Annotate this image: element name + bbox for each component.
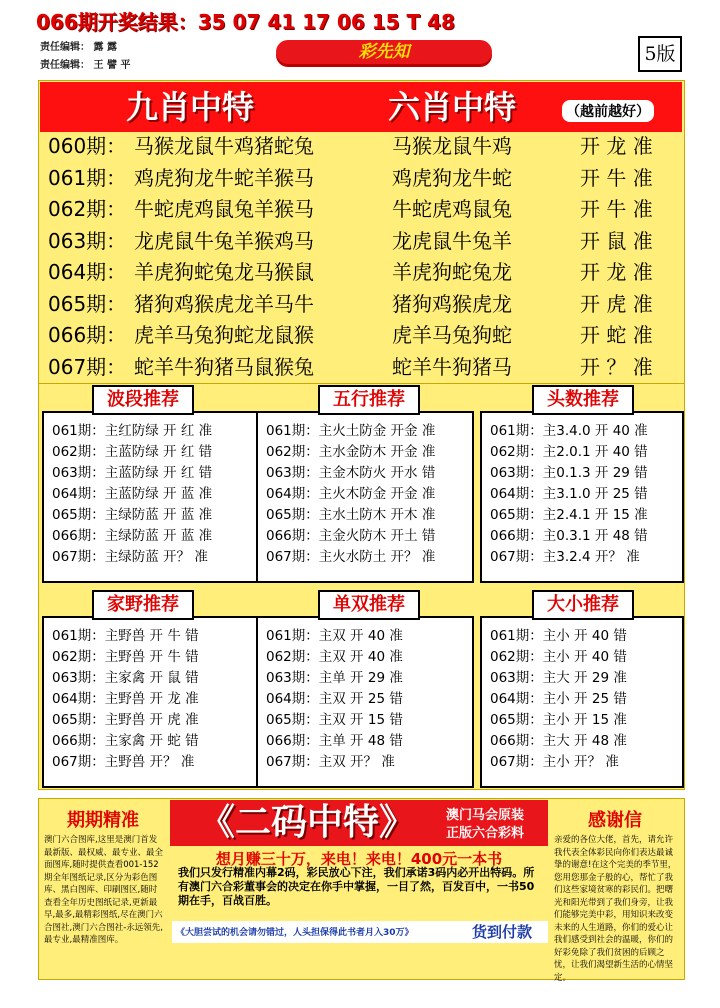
recommend-line: 063期：主0.1.3 开 29 错 <box>490 465 648 481</box>
zodiac-row-period: 060期： <box>48 134 127 158</box>
recommend-line: 064期：主双 开 25 错 <box>266 691 403 707</box>
zodiac-row-six: 猪狗鸡猴虎龙 <box>392 291 512 316</box>
recommend-line: 066期：主绿防蓝 开 蓝 准 <box>52 528 213 544</box>
recommend-line: 067期：主绿防蓝 开？ 准 <box>52 549 208 565</box>
zodiac-row-six: 虎羊马兔狗蛇 <box>392 323 512 347</box>
recommend-line: 065期：主2.4.1 开 15 准 <box>490 507 648 523</box>
recommend-line: 062期：主蓝防绿 开 红 错 <box>52 444 213 460</box>
recommend-line: 063期：主蓝防绿 开 红 错 <box>52 465 213 481</box>
recommend-line: 067期：主野兽 开？ 准 <box>52 754 195 770</box>
zodiac-row-six: 鸡虎狗龙牛蛇 <box>392 165 512 190</box>
recommend-line: 061期：主火土防金 开金 准 <box>266 423 436 439</box>
zodiac-row-period: 065期： <box>48 291 127 316</box>
recommend-line: 062期：主双 开 40 准 <box>266 649 403 665</box>
recommend-line: 066期：主0.3.1 开 48 错 <box>490 528 648 544</box>
recommend-line: 063期：主单 开 29 准 <box>266 670 403 686</box>
zodiac-row-result: 开 龙 准 <box>580 134 653 158</box>
zodiac-row-nine: 牛蛇虎鸡鼠兔羊猴马 <box>134 197 314 221</box>
zodiac-row-nine: 蛇羊牛狗猪马鼠猴兔 <box>134 354 314 379</box>
ad-main-title: 《二码中特》 <box>198 802 415 843</box>
recommend-line: 061期：主红防绿 开 红 准 <box>52 423 213 439</box>
recommend-box-title: 波段推荐 <box>92 385 194 415</box>
ad-side-line-2: 正版六合彩料 <box>446 826 525 841</box>
thanks-letter-title: 感谢信 <box>588 810 642 831</box>
recommend-line: 064期：主火木防金 开金 准 <box>266 486 436 502</box>
recommend-line: 067期：主火水防土 开？ 准 <box>266 549 436 565</box>
ad-footer-text: 《大胆尝试的机会请勿错过，人头担保得此书者月入30万》 <box>176 928 414 938</box>
recommend-line: 063期：主大 开 29 准 <box>490 670 627 686</box>
ad-left-text: 澳门六合图库,这里是澳门首发最新版、最权威、最专业、最全面图库,随时提供查看001-152期全年图纸记录,区分为彩色图库、黑白图库、印刷图区,随时查看全年历史图纸记录,更新最早,最多,最精彩图纸,尽在澳门六合图社,澳门六合图社-永远领先,最专业,最精准图库。 <box>44 835 164 945</box>
zodiac-row-result: 开 牛 准 <box>580 165 653 190</box>
recommend-line: 062期：主野兽 开 牛 错 <box>52 649 199 665</box>
recommend-line: 063期：主家禽 开 鼠 错 <box>52 670 199 686</box>
recommend-box-title: 五行推荐 <box>318 385 420 415</box>
recommend-line: 066期：主金火防木 开土 错 <box>266 528 436 544</box>
zodiac-row-result: 开 ？ 准 <box>580 354 653 379</box>
zodiac-row-result: 开 龙 准 <box>580 260 653 284</box>
subtitle-note: （越前越好） <box>562 100 654 122</box>
recommend-line: 064期：主野兽 开 龙 准 <box>52 691 199 707</box>
recommend-line: 065期：主水土防木 开木 准 <box>266 507 436 523</box>
recommend-line: 067期：主双 开？ 准 <box>266 754 395 770</box>
recommend-line: 064期：主小 开 25 错 <box>490 691 627 707</box>
thanks-letter-text: 亲爱的各位大佬，首先，请允许我代表全体彩民向你们表达最诚挚的谢意!在这个完美的季节里，您用您那金子般的心，帮忙了我们这些家境贫寒的彩民们。把曙光和阳光带到了我们身旁，让我们能够完美中彩，用知识来改变未来的人生道路，你们的爱心让我们感受到社会的温暖，你们的好彩免除了我们贫困的后顾之忧，让我们渴望新生活的心情坚定。 <box>554 835 677 983</box>
zodiac-row-period: 067期： <box>48 354 127 379</box>
zodiac-row-period: 063期： <box>48 228 127 253</box>
zodiac-row-result: 开 虎 准 <box>580 291 653 316</box>
recommend-line: 065期：主绿防蓝 开 蓝 准 <box>52 507 213 523</box>
zodiac-row-period: 062期： <box>48 197 127 221</box>
page-number: 5版 <box>638 36 682 72</box>
recommend-line: 066期：主单 开 48 错 <box>266 733 403 749</box>
zodiac-row-period: 061期： <box>48 165 127 190</box>
zodiac-row-six: 蛇羊牛狗猪马 <box>392 354 512 379</box>
zodiac-row-nine: 猪狗鸡猴虎龙羊马牛 <box>134 291 314 316</box>
recommend-box-title: 家野推荐 <box>92 590 194 620</box>
zodiac-row-result: 开 牛 准 <box>580 197 653 221</box>
editor-credit-1: 责任编辑： 露 露 <box>40 42 117 53</box>
six-zodiac-title: 六肖中特 <box>388 88 517 126</box>
zodiac-row-six: 羊虎狗蛇兔龙 <box>392 260 512 284</box>
zodiac-row-period: 066期： <box>48 323 127 347</box>
recommend-line: 065期：主双 开 15 错 <box>266 712 403 728</box>
cash-on-delivery-label: 货到付款 <box>472 923 533 941</box>
recommend-line: 067期：主3.2.4 开？ 准 <box>490 549 640 565</box>
zodiac-row-nine: 马猴龙鼠牛鸡猪蛇兔 <box>134 134 314 158</box>
zodiac-row-nine: 羊虎狗蛇兔龙马猴鼠 <box>134 260 314 284</box>
recommend-line: 066期：主家禽 开 蛇 错 <box>52 733 199 749</box>
recommend-line: 061期：主野兽 开 牛 错 <box>52 628 199 644</box>
recommend-line: 067期：主小 开？ 准 <box>490 754 619 770</box>
recommend-line: 066期：主大 开 48 准 <box>490 733 627 749</box>
recommend-box-title: 头数推荐 <box>532 385 634 415</box>
recommend-box-title: 大小推荐 <box>532 590 634 620</box>
recommend-line: 063期：主金木防火 开水 错 <box>266 465 436 481</box>
zodiac-row-six: 马猴龙鼠牛鸡 <box>392 134 512 158</box>
zodiac-row-six: 牛蛇虎鸡鼠兔 <box>392 197 512 221</box>
zodiac-row-nine: 鸡虎狗龙牛蛇羊猴马 <box>134 165 314 190</box>
ad-side-line-1: 澳门马会原装 <box>446 808 525 823</box>
zodiac-row-nine: 龙虎鼠牛兔羊猴鸡马 <box>134 228 314 253</box>
recommend-line: 061期：主双 开 40 准 <box>266 628 403 644</box>
recommend-line: 062期：主2.0.1 开 40 错 <box>490 444 648 460</box>
zodiac-row-period: 064期： <box>48 260 127 284</box>
recommend-line: 064期：主3.1.0 开 25 错 <box>490 486 648 502</box>
ad-left-title: 期期精准 <box>67 810 139 831</box>
editor-credit-2: 责任编辑： 王 譬 平 <box>40 60 131 71</box>
recommend-box-title: 单双推荐 <box>318 590 420 620</box>
draw-result-headline: 066期开奖结果：35 07 41 17 06 15 T 48 <box>36 10 455 34</box>
ad-body-text: 我们只发行精准内幕2码，彩民放心下注，我们承诺3码内必开出特码。所有澳门六合彩董事会的决定在你手中掌握，一目了然，百发百中，一书50期在手，百战百胜。 <box>178 866 535 907</box>
recommend-line: 065期：主小 开 15 准 <box>490 712 627 728</box>
zodiac-row-result: 开 鼠 准 <box>580 228 653 253</box>
ad-slogan: 想月赚三十万，来电！来电！400元一本书 <box>215 850 503 868</box>
recommend-line: 061期：主小 开 40 错 <box>490 628 627 644</box>
zodiac-row-six: 龙虎鼠牛兔羊 <box>392 228 512 253</box>
recommend-line: 062期：主小 开 40 错 <box>490 649 627 665</box>
recommend-line: 065期：主野兽 开 虎 准 <box>52 712 199 728</box>
recommend-line: 064期：主蓝防绿 开 蓝 准 <box>52 486 213 502</box>
recommend-line: 061期：主3.4.0 开 40 准 <box>490 423 648 439</box>
zodiac-row-result: 开 蛇 准 <box>580 323 653 347</box>
recommend-line: 062期：主水金防木 开金 准 <box>266 444 436 460</box>
brand-banner-text: 彩先知 <box>358 42 410 62</box>
nine-zodiac-title: 九肖中特 <box>126 88 255 126</box>
zodiac-row-nine: 虎羊马兔狗蛇龙鼠猴 <box>134 323 314 347</box>
